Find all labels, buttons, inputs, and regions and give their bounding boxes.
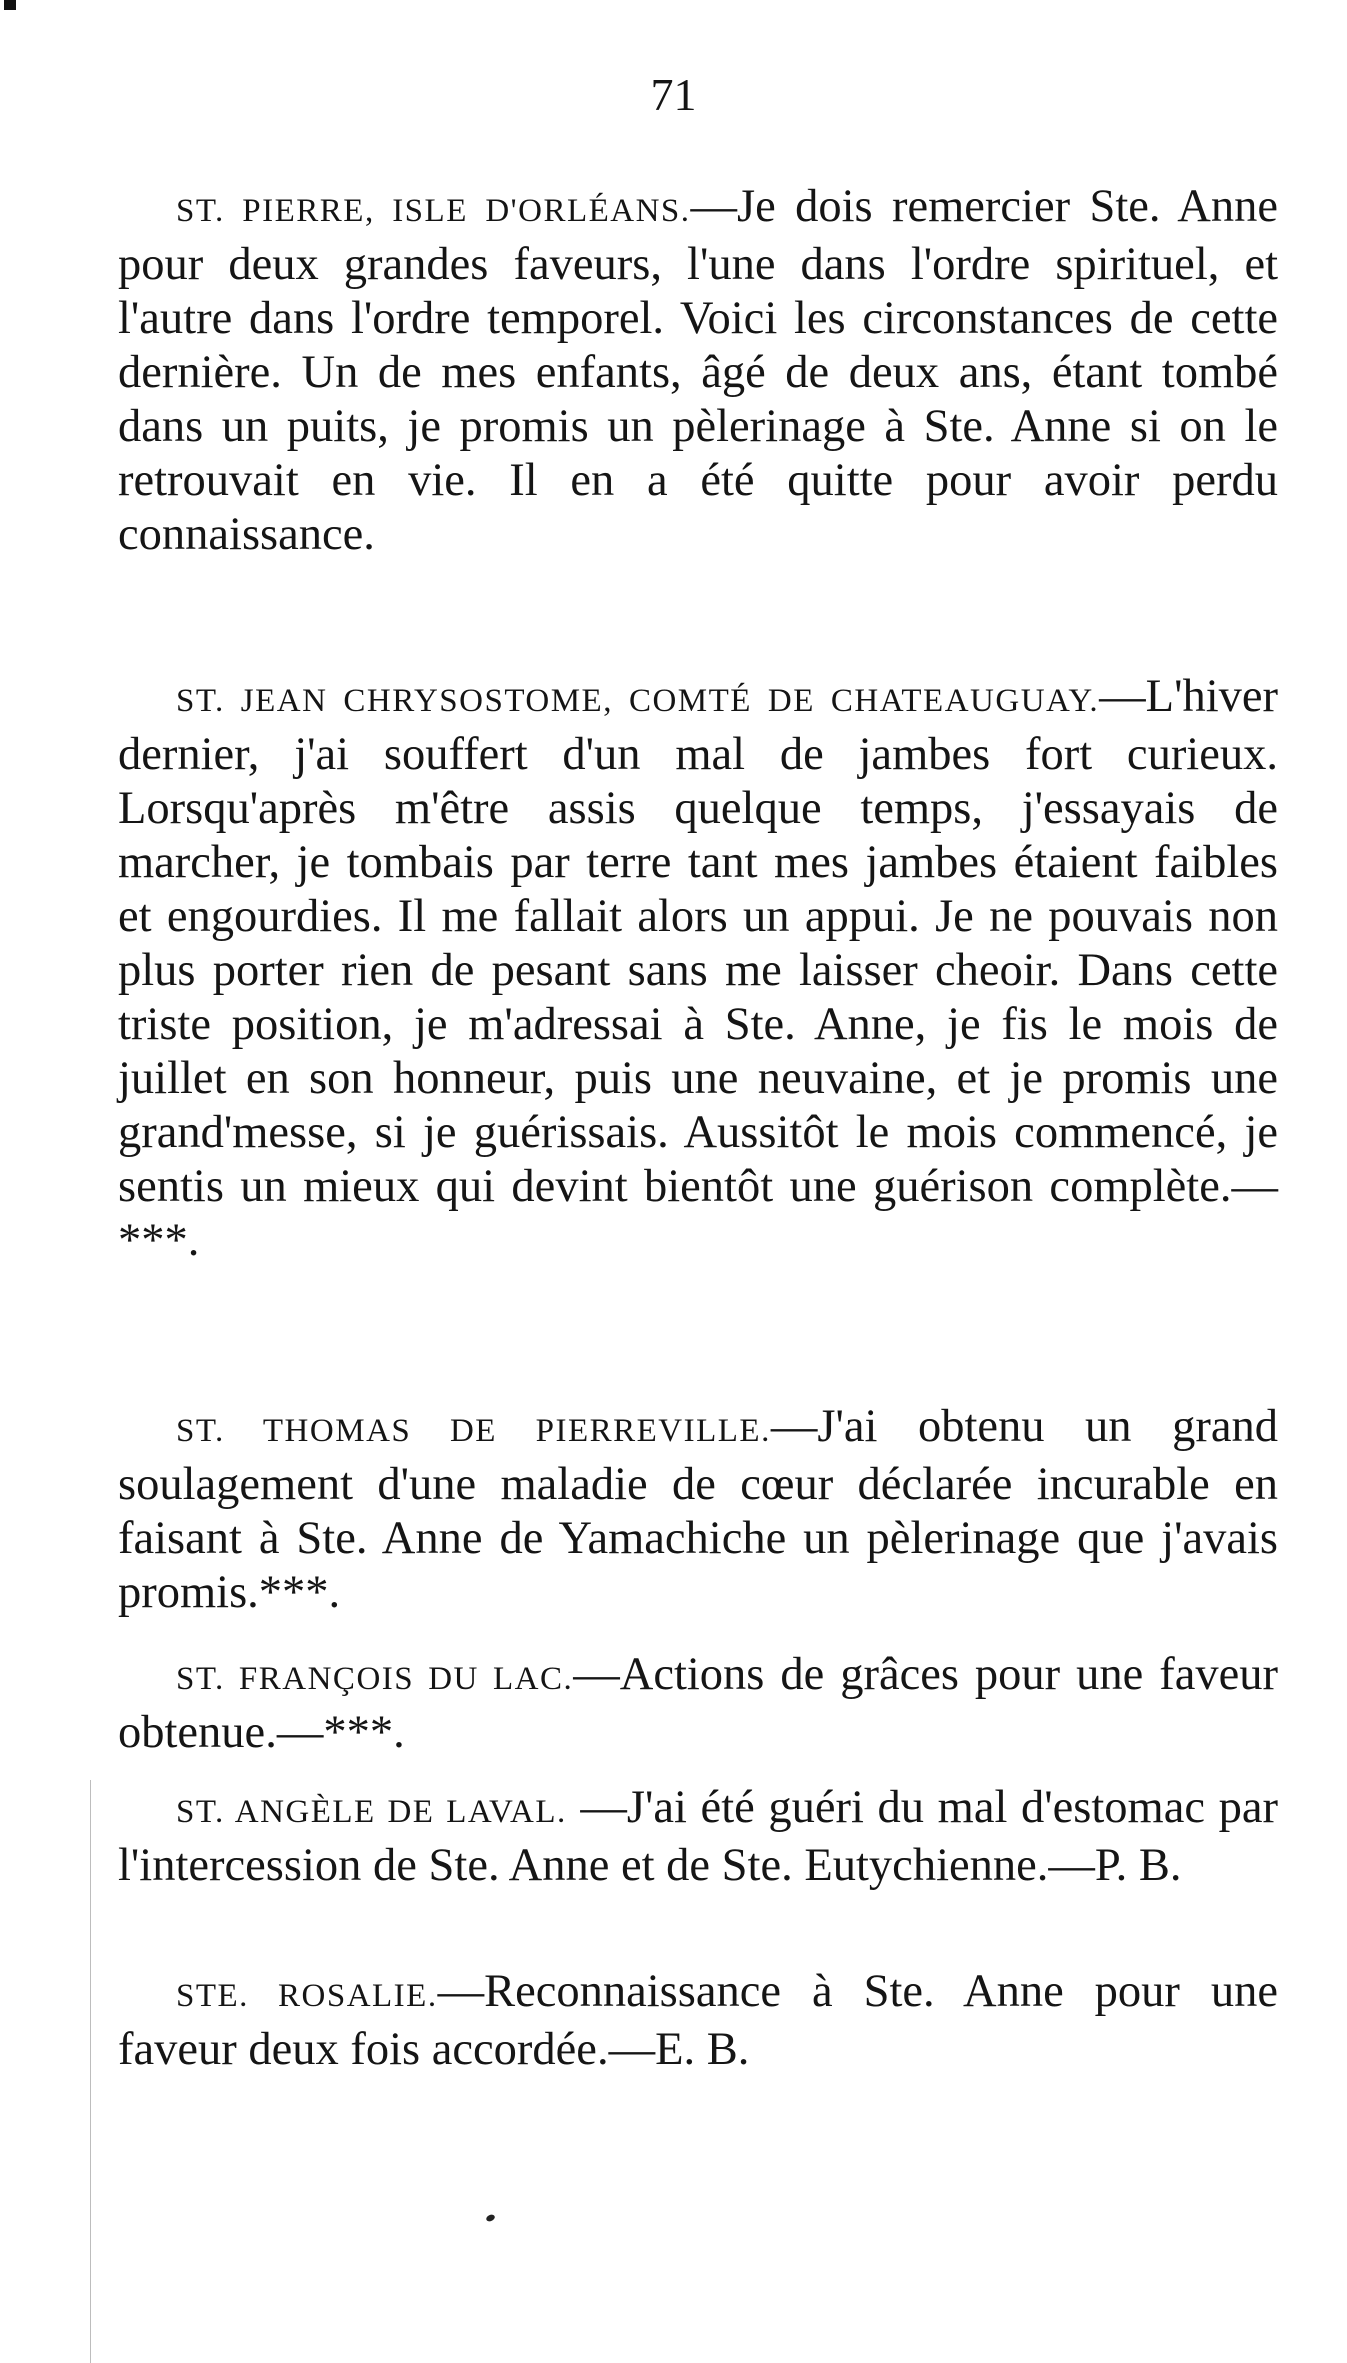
- testimony-entry-st-angele: [118, 1781, 1278, 1893]
- entry-paragraph: [118, 1781, 1278, 1893]
- testimony-entry-st-francois: [118, 1648, 1278, 1760]
- testimony-entry-st-jean-chrysostome: [118, 670, 1278, 1268]
- entry-text: —J'ai obtenu un grand soulagement d'une maladie de cœur déclarée incurable en faisant à Ste. Anne de Yamachiche un pèlerinage que j'avais promis.***.: [118, 1401, 1278, 1618]
- ink-speck: [485, 2213, 496, 2222]
- page-number: 71: [650, 69, 697, 120]
- entry-text: —J'ai été guéri du mal d'estomac par l'intercession de Ste. Anne et de Ste. Eutychienne.—P. B.: [118, 1782, 1279, 1891]
- entry-text: —L'hiver dernier, j'ai souffert d'un mal de jambes fort curieux. Lorsqu'après m'être assis quelque temps, j'essayais de marcher, je tombais par terre tant mes jambes étaient faibles et engourdies. Il me fallait alors un appui. Je ne pouvais non plus porter rien de pesant sans me laisser cheoir. Dans cette triste position, je m'adressai à Ste. Anne, je fis le mois de juillet en son honneur, puis une neuvaine, et je promis une grand'messe, si je guérissais. Aussitôt le mois commencé, je sentis un mieux qui devint bientôt une guérison complète.—***.: [118, 671, 1278, 1266]
- entry-paragraph: [118, 1965, 1278, 2077]
- entry-text: —Reconnaissance à Ste. Anne pour une faveur deux fois accordée.—E. B.: [118, 1966, 1279, 2075]
- margin-rule: [90, 1780, 91, 2363]
- entry-text: —Actions de grâces pour une faveur obtenue.—***.: [118, 1649, 1278, 1758]
- entry-place: ST. THOMAS DE PIERREVILLE.: [176, 1413, 771, 1449]
- entry-place: ST. ANGÈLE DE LAVAL.: [176, 1794, 567, 1830]
- entry-paragraph: [118, 1400, 1278, 1620]
- entry-text: —Je dois remercier Ste. Anne pour deux grandes faveurs, l'une dans l'ordre spirituel, et l'autre dans l'ordre temporel. Voici les circonstances de cette dernière. Un de mes enfants, âgé de deux ans, étant tombé dans un puits, je promis un pèlerinage à Ste. Anne si on le retrouvait en vie. Il en a été quitte pour avoir perdu connaissance.: [118, 181, 1279, 560]
- entry-place: ST. FRANÇOIS DU LAC.: [176, 1661, 574, 1697]
- testimony-entry-st-pierre: [118, 180, 1278, 562]
- testimony-entry-ste-rosalie: [118, 1965, 1278, 2077]
- entry-paragraph: [118, 1648, 1278, 1760]
- entry-place: ST. JEAN CHRYSOSTOME, COMTÉ DE CHATEAUGUAY.: [176, 683, 1100, 719]
- testimony-entry-st-thomas: [118, 1400, 1278, 1620]
- entry-paragraph: [118, 180, 1278, 562]
- entry-place: STE. ROSALIE.: [176, 1978, 438, 2014]
- entry-paragraph: [118, 670, 1278, 1268]
- scan-corner-mark: [4, 0, 16, 10]
- entry-place: ST. PIERRE, ISLE D'ORLÉANS.: [176, 193, 691, 229]
